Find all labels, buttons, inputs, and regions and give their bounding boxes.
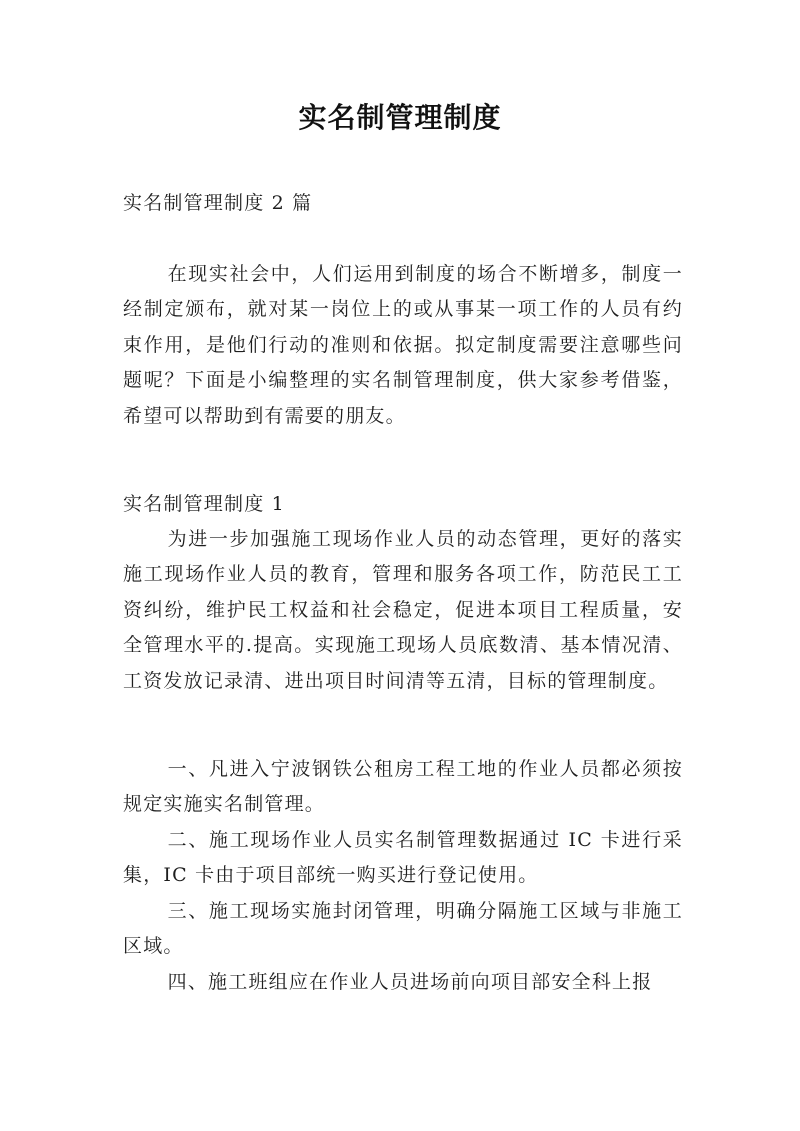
section-heading: 实名制管理制度 1 — [123, 493, 285, 515]
page-title: 实名制管理制度 — [298, 101, 502, 134]
body-paragraph-rule-3: 三、施工现场实施封闭管理，明确分隔施工区域与非施工区域。 — [123, 900, 683, 958]
body-paragraph-rule-4: 四、施工班组应在作业人员进场前向项目部安全科上报 — [167, 971, 653, 993]
document-subtitle: 实名制管理制度 2 篇 — [123, 192, 313, 214]
intro-paragraph: 在现实社会中，人们运用到制度的场合不断增多，制度一经制定颁布，就对某一岗位上的或从事某一项工作的人员有约束作用，是他们行动的准则和依据。拟定制度需要注意哪些问题呢？下面是小编整理的实名制管理制度，供大家参考借鉴，希望可以帮助到有需要的朋友。 — [123, 263, 683, 427]
body-paragraph-purpose: 为进一步加强施工现场作业人员的动态管理，更好的落实施工现场作业人员的教育，管理和服务各项工作，防范民工工资纠纷，维护民工权益和社会稳定，促进本项目工程质量，安全管理水平的.提高。实现施工现场人员底数清、基本情况清、工资发放记录清、进出项目时间清等五清，目标的管理制度。 — [123, 528, 683, 692]
body-paragraph-rule-1: 一、凡进入宁波钢铁公租房工程工地的作业人员都必须按规定实施实名制管理。 — [123, 758, 683, 816]
body-paragraph-rule-2: 二、施工现场作业人员实名制管理数据通过 IC 卡进行采集，IC 卡由于项目部统一购买进行登记使用。 — [123, 829, 683, 887]
